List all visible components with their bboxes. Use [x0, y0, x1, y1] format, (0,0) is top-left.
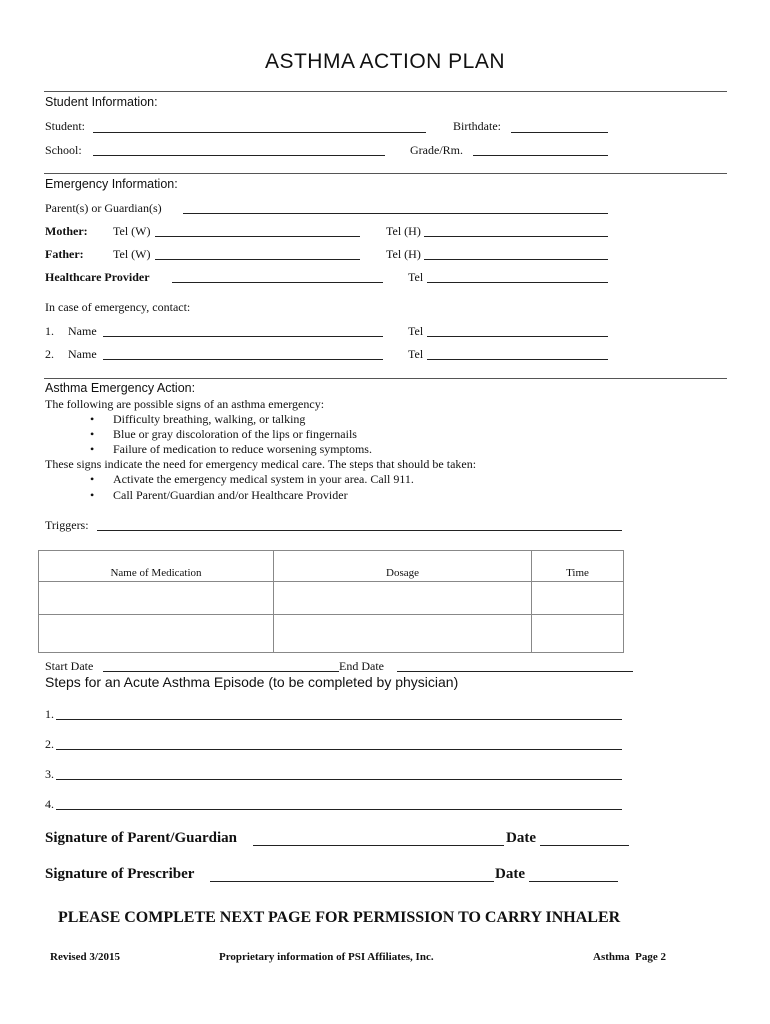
- sign-item: Failure of medication to reduce worsening symptoms.: [113, 442, 372, 456]
- step-item: Call Parent/Guardian and/or Healthcare Provider: [113, 488, 348, 502]
- father-tel-h-label: Tel (H): [386, 247, 421, 261]
- school-field[interactable]: [93, 143, 385, 156]
- student-field[interactable]: [93, 120, 426, 133]
- contact2-tel-field[interactable]: [427, 347, 608, 360]
- emergency-info-heading: Emergency Information:: [45, 177, 178, 191]
- father-tel-w-label: Tel (W): [113, 247, 151, 261]
- dosage-cell[interactable]: [274, 582, 532, 615]
- steps-heading: Steps for an Acute Asthma Episode (to be completed by physician): [45, 674, 459, 690]
- contact-intro: In case of emergency, contact:: [45, 300, 191, 314]
- time-cell[interactable]: [532, 582, 624, 615]
- page-title: ASTHMA ACTION PLAN: [264, 50, 506, 73]
- end-date-field[interactable]: [397, 659, 633, 672]
- mother-tel-w-field[interactable]: [155, 224, 360, 237]
- contact2-number: 2.: [45, 347, 54, 361]
- medication-name-cell[interactable]: [39, 582, 274, 615]
- action-intro: The following are possible signs of an asthma emergency:: [45, 397, 325, 411]
- section-divider: [44, 91, 727, 92]
- step-item: Activate the emergency medical system in your area. Call 911.: [113, 472, 414, 486]
- bullet-icon: •: [90, 442, 95, 456]
- parent-date-field[interactable]: [540, 832, 629, 846]
- contact1-name-field[interactable]: [103, 324, 383, 337]
- step2-field[interactable]: [56, 737, 622, 750]
- provider-label: Healthcare Provider: [45, 270, 150, 284]
- birthdate-label: Birthdate:: [453, 119, 501, 133]
- triggers-field[interactable]: [97, 518, 622, 531]
- parent-signature-label: Signature of Parent/Guardian: [45, 830, 237, 846]
- bullet-icon: •: [90, 472, 95, 486]
- end-date-label: End Date: [339, 659, 384, 673]
- parent-signature-field[interactable]: [253, 832, 504, 846]
- notice-text: PLEASE COMPLETE NEXT PAGE FOR PERMISSION TO CARRY INHALER: [58, 909, 621, 926]
- section-divider: [44, 173, 727, 174]
- time-header: Time: [532, 551, 624, 582]
- step-number: 1.: [45, 707, 54, 721]
- steps-intro: These signs indicate the need for emergency medical care. The steps that should be taken:: [45, 457, 477, 471]
- sign-item: Difficulty breathing, walking, or talking: [113, 412, 306, 426]
- table-header-row: [39, 551, 624, 582]
- father-tel-w-field[interactable]: [155, 247, 360, 260]
- bullet-icon: •: [90, 427, 95, 441]
- medication-name-header: Name of Medication: [39, 551, 274, 582]
- step-number: 4.: [45, 797, 54, 811]
- father-label: Father:: [45, 247, 84, 261]
- time-cell[interactable]: [532, 615, 624, 653]
- contact1-number: 1.: [45, 324, 54, 338]
- contact2-name-label: Name: [68, 347, 97, 361]
- parent-date-label: Date: [506, 830, 536, 846]
- school-label: School:: [45, 143, 82, 157]
- father-tel-h-field[interactable]: [424, 247, 608, 260]
- dosage-header: Dosage: [274, 551, 532, 582]
- step1-field[interactable]: [56, 707, 622, 720]
- provider-tel-field[interactable]: [427, 270, 608, 283]
- mother-tel-w-label: Tel (W): [113, 224, 151, 238]
- grade-field[interactable]: [473, 143, 608, 156]
- start-date-field[interactable]: [103, 659, 339, 672]
- medication-name-cell[interactable]: [39, 615, 274, 653]
- parents-field[interactable]: [183, 201, 608, 214]
- table-row: [39, 615, 624, 653]
- contact2-name-field[interactable]: [103, 347, 383, 360]
- provider-tel-label: Tel: [408, 270, 424, 284]
- section-divider: [44, 378, 727, 379]
- prescriber-date-field[interactable]: [529, 868, 618, 882]
- step3-field[interactable]: [56, 767, 622, 780]
- prescriber-signature-label: Signature of Prescriber: [45, 866, 195, 882]
- provider-field[interactable]: [172, 270, 383, 283]
- birthdate-field[interactable]: [511, 120, 608, 133]
- triggers-label: Triggers:: [45, 518, 89, 532]
- revised-date: Revised 3/2015: [50, 951, 120, 963]
- step-number: 2.: [45, 737, 54, 751]
- bullet-icon: •: [90, 488, 95, 502]
- contact1-tel-field[interactable]: [427, 324, 608, 337]
- grade-label: Grade/Rm.: [410, 143, 463, 157]
- start-date-label: Start Date: [45, 659, 94, 673]
- mother-tel-h-field[interactable]: [424, 224, 608, 237]
- prescriber-date-label: Date: [495, 866, 525, 882]
- student-label: Student:: [45, 119, 86, 133]
- step4-field[interactable]: [56, 797, 622, 810]
- contact1-tel-label: Tel: [408, 324, 424, 338]
- mother-tel-h-label: Tel (H): [386, 224, 421, 238]
- sign-item: Blue or gray discoloration of the lips or fingernails: [113, 427, 357, 441]
- proprietary-notice: Proprietary information of PSI Affiliates, Inc.: [219, 951, 434, 963]
- medication-table: [38, 550, 624, 653]
- page-number: Asthma Page 2: [593, 951, 667, 963]
- step-number: 3.: [45, 767, 54, 781]
- action-heading: Asthma Emergency Action:: [45, 381, 196, 395]
- contact1-name-label: Name: [68, 324, 97, 338]
- mother-label: Mother:: [45, 224, 88, 238]
- student-info-heading: Student Information:: [45, 95, 158, 109]
- table-row: [39, 582, 624, 615]
- bullet-icon: •: [90, 412, 95, 426]
- dosage-cell[interactable]: [274, 615, 532, 653]
- contact2-tel-label: Tel: [408, 347, 424, 361]
- parents-label: Parent(s) or Guardian(s): [45, 201, 162, 215]
- prescriber-signature-field[interactable]: [210, 868, 494, 882]
